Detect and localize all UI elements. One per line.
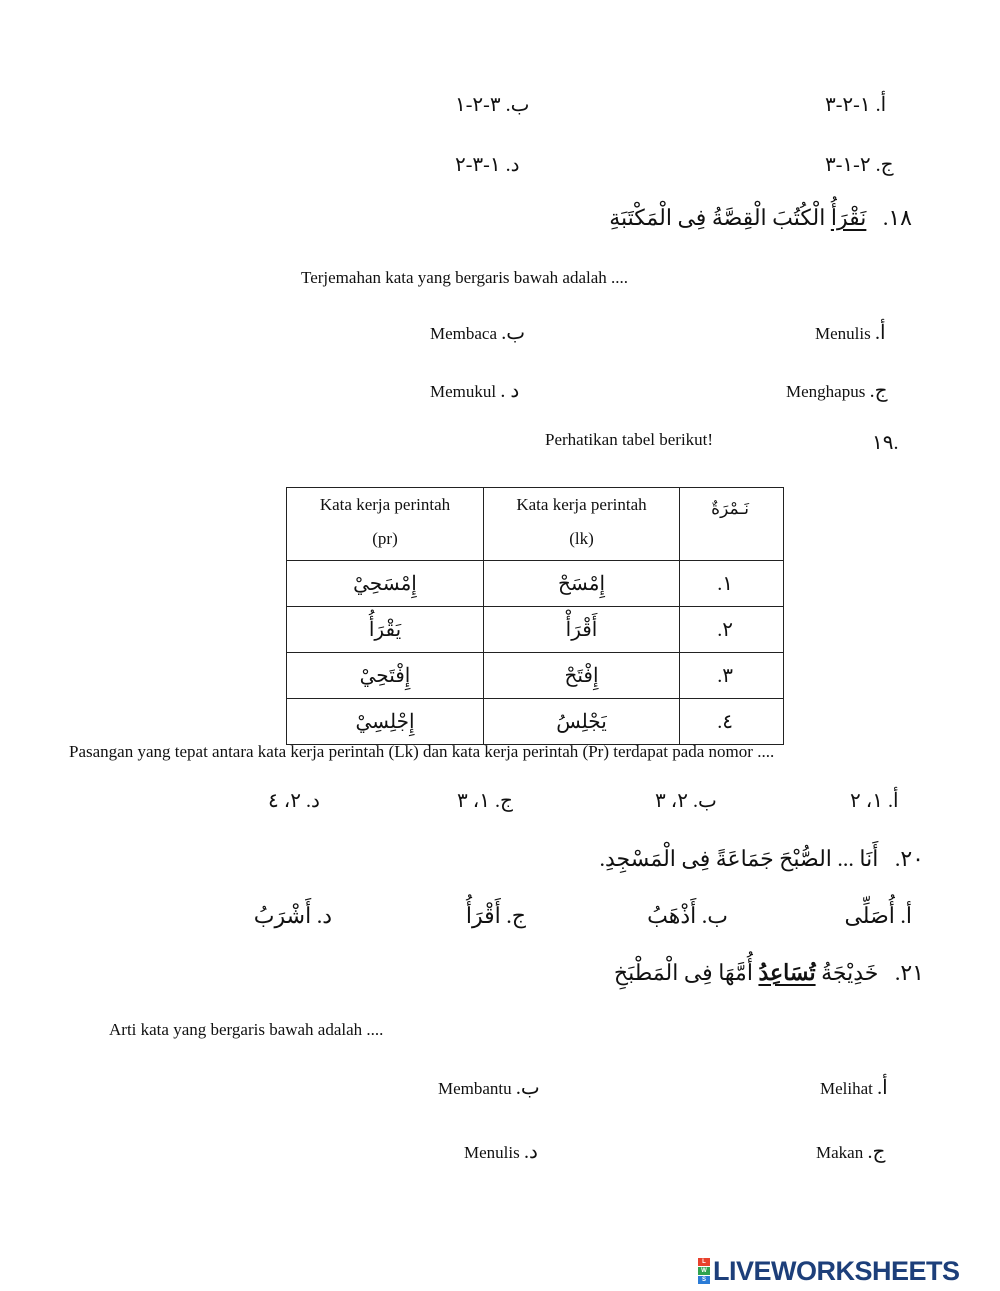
q18-option-a[interactable] bbox=[815, 320, 886, 345]
q21-word-after: أُمَّهَا فِى الْمَطْبَخِ bbox=[613, 960, 759, 985]
q21-underlined-word: تُسَاعِدُ bbox=[758, 960, 816, 985]
cell-number: ١. bbox=[680, 561, 784, 607]
q19-option-a[interactable]: أ. ١، ٢ bbox=[850, 790, 899, 812]
cell-number: ٤. bbox=[680, 699, 784, 745]
cell-pr: إِفْتَحِيْ bbox=[287, 653, 484, 699]
q17-option-a[interactable]: أ. ١-٢-٣ bbox=[825, 94, 887, 116]
header-lk: Kata kerja perintah (lk) bbox=[484, 488, 680, 561]
logo-block-l: L bbox=[698, 1258, 710, 1266]
q18-option-b[interactable] bbox=[430, 320, 525, 345]
q20-option-b[interactable]: ب. أَذْهَبُ bbox=[647, 903, 728, 928]
cell-pr: إِمْسَحِيْ bbox=[287, 561, 484, 607]
verb-table-header bbox=[287, 488, 784, 561]
q18-sentence-rest: الْكُتُبَ الْقِصَّةُ فِى الْمَكْتَبَةِ bbox=[609, 205, 831, 230]
q19-option-c[interactable]: ج. ١، ٣ bbox=[457, 790, 513, 812]
q21-option-a[interactable] bbox=[820, 1075, 888, 1100]
q18-option-c-text: Menghapus bbox=[786, 382, 866, 401]
q21-option-d[interactable] bbox=[464, 1139, 538, 1164]
q17-option-d[interactable]: د. ١-٣-٢ bbox=[455, 154, 520, 176]
cell-lk: إِمْسَحْ bbox=[484, 561, 680, 607]
table-row bbox=[287, 653, 784, 699]
brand-name: LIVEWORKSHEETS bbox=[713, 1255, 960, 1286]
q21-sentence bbox=[614, 960, 924, 986]
q21-option-c-text: Makan bbox=[816, 1143, 864, 1162]
q21-option-b-text: Membantu bbox=[438, 1079, 512, 1098]
q21-instruction: Arti kata yang bergaris bawah adalah .... bbox=[109, 1020, 384, 1039]
cell-pr: إِجْلِسِيْ bbox=[287, 699, 484, 745]
q20-text: أَنَا ... الصُّبْحَ جَمَاعَةً فِى الْمَسْجِدِ. bbox=[599, 846, 879, 871]
q21-option-a-letter: أ. bbox=[877, 1077, 888, 1099]
cell-number: ٢. bbox=[680, 607, 784, 653]
q18-option-b-letter: ب. bbox=[501, 322, 526, 344]
q18-sentence bbox=[609, 205, 912, 231]
q20-sentence bbox=[599, 846, 924, 872]
q21-option-b[interactable] bbox=[438, 1075, 540, 1100]
header-pr: Kata kerja perintah (pr) bbox=[287, 488, 484, 561]
q19-instruction: Perhatikan tabel berikut! bbox=[545, 430, 714, 449]
verb-table bbox=[286, 487, 784, 745]
liveworksheets-logo[interactable] bbox=[698, 1256, 960, 1286]
logo-block-s: S bbox=[698, 1276, 710, 1284]
q20-option-d[interactable]: د. أَشْرَبُ bbox=[253, 903, 332, 928]
q18-option-b-text: Membaca bbox=[430, 324, 498, 343]
cell-lk: أَقْرَأْ bbox=[484, 607, 680, 653]
q18-option-c-letter: ج. bbox=[869, 380, 888, 402]
table-row bbox=[287, 699, 784, 745]
q18-underlined-word: نَقْرَأُ bbox=[830, 205, 867, 230]
table-row bbox=[287, 607, 784, 653]
q19-option-d[interactable]: د. ٢، ٤ bbox=[268, 790, 320, 812]
q21-option-c[interactable] bbox=[816, 1139, 885, 1164]
q18-option-c[interactable] bbox=[786, 378, 888, 403]
q20-number: ٢٠. bbox=[894, 846, 924, 871]
q18-option-d-letter: د . bbox=[500, 380, 520, 402]
q20-option-c[interactable]: ج. أَقْرَأُ bbox=[465, 903, 526, 928]
logo-block-w: W bbox=[698, 1267, 710, 1275]
q21-option-d-text: Menulis bbox=[464, 1143, 520, 1162]
q19-option-b[interactable]: ب. ٢، ٣ bbox=[655, 790, 717, 812]
q21-option-a-text: Melihat bbox=[820, 1079, 873, 1098]
cell-pr: يَقْرَأُ bbox=[287, 607, 484, 653]
q18-instruction: Terjemahan kata yang bergaris bawah adalah .... bbox=[301, 268, 629, 287]
q21-option-c-letter: ج. bbox=[867, 1141, 886, 1163]
q17-option-c[interactable]: ج. ٢-١-٣ bbox=[825, 154, 894, 176]
table-row bbox=[287, 561, 784, 607]
q19-number: ١٩. bbox=[872, 432, 899, 454]
q21-word-before: خَدِيْجَةُ bbox=[815, 960, 879, 985]
cell-lk: إِفْتَحْ bbox=[484, 653, 680, 699]
header-number: نَـمْرَةٌ bbox=[680, 488, 784, 561]
q18-option-d-text: Memukul bbox=[430, 382, 497, 401]
q20-option-a[interactable]: أ. أُصَلِّى bbox=[844, 903, 912, 928]
q21-option-b-letter: ب. bbox=[515, 1077, 540, 1099]
cell-number: ٣. bbox=[680, 653, 784, 699]
q19-question: Pasangan yang tepat antara kata kerja perintah (Lk) dan kata kerja perintah (Pr) terdapat pada nomor .... bbox=[69, 742, 775, 761]
q21-number: ٢١. bbox=[894, 960, 924, 985]
q17-option-b[interactable]: ب. ٣-٢-١ bbox=[455, 94, 530, 116]
q18-option-a-text: Menulis bbox=[815, 324, 871, 343]
cell-lk: يَجْلِسُ bbox=[484, 699, 680, 745]
logo-icon bbox=[698, 1258, 710, 1284]
q18-number: ١٨. bbox=[882, 205, 912, 230]
q18-option-a-letter: أ. bbox=[874, 322, 886, 344]
q21-option-d-letter: د. bbox=[523, 1141, 538, 1163]
q18-option-d[interactable] bbox=[430, 378, 519, 403]
